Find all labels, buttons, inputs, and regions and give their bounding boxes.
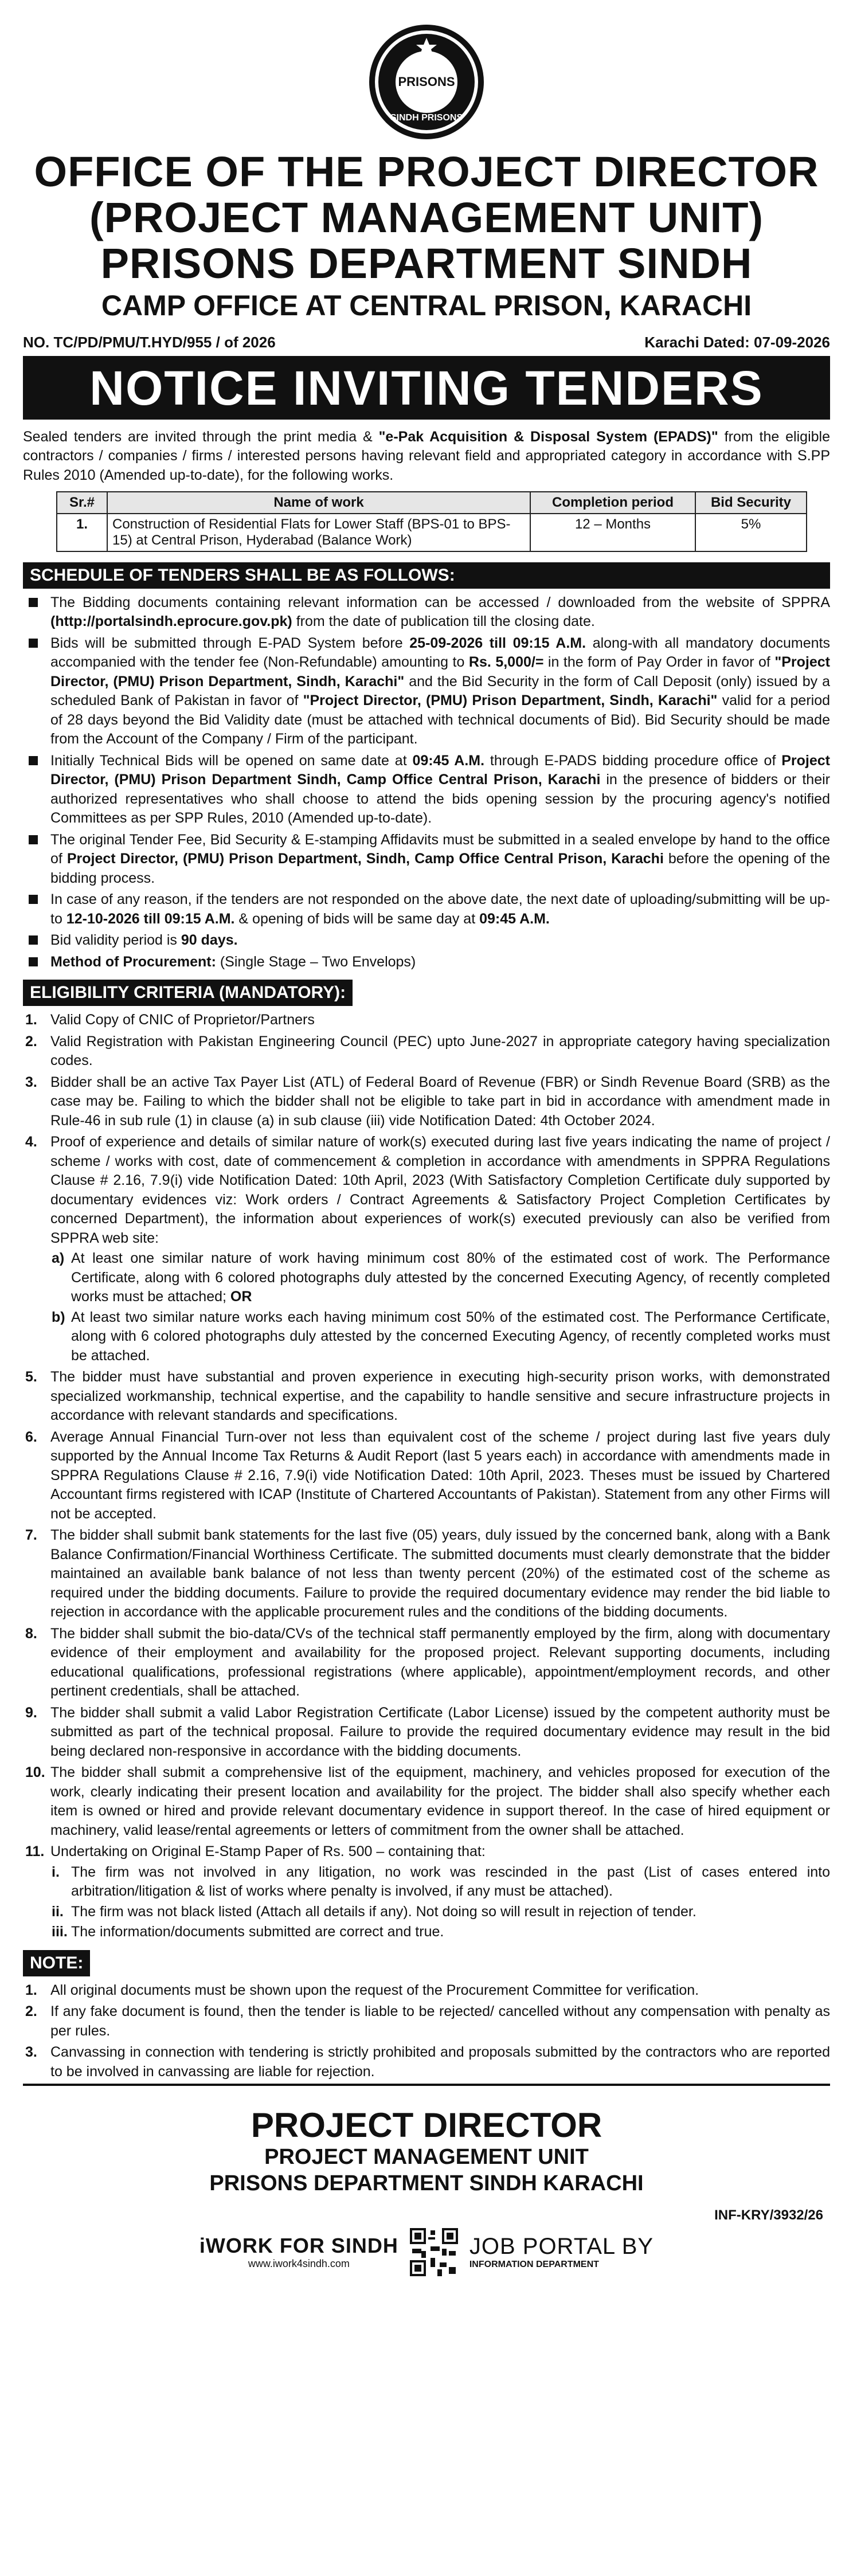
- footer-signature: [23, 2084, 830, 2197]
- heading-line-3: PRISONS DEPARTMENT SINDH: [100, 239, 753, 287]
- notice-title: NOTICE INVITING TENDERS: [23, 356, 830, 420]
- prisons-emblem-icon: [366, 22, 487, 142]
- intro-text-epads: "e-Pak Acquisition & Disposal System (EPADS)": [378, 428, 718, 445]
- list-item: Initially Technical Bids will be opened on same date at 09:45 A.M. through E-PADS bidding procedure office of Project Director, (PMU) Prison Department Sindh, Camp Office Central Prison, Karachi in the presence of bidders or their authorized representatives who shall choose to attend the bids opening session by the procuring agency's notified Committees as per SPP Rules, 2010 (Amended up-to-date).: [23, 751, 830, 828]
- list-item: 2. If any fake document is found, then the tender is liable to be rejected/ cancelled without any compensation with penalty as per rules.: [25, 2003, 830, 2039]
- note-title: NOTE:: [23, 1950, 90, 1976]
- works-cell-sr: 1.: [57, 514, 107, 551]
- sub-item: ii. The firm was not black listed (Attach all details if any). Not doing so will result in rejection of tender.: [52, 1903, 697, 1920]
- sub-item: iii. The information/documents submitted are correct and true.: [52, 1924, 444, 1940]
- iwork-title: iWORK FOR SINDH: [199, 2234, 398, 2258]
- works-header-security: Bid Security: [695, 492, 807, 514]
- schedule-list: [23, 593, 830, 972]
- job-portal-label: [469, 2234, 654, 2270]
- list-item: 3. Bidder shall be an active Tax Payer List (ATL) of Federal Board of Revenue (FBR) or Sindh Revenue Board (SRB) as the case may be. Failing to which the bidder shall not be eligible to take part in bid in accordance with amendment made in Rule-46 in sub rule (1) in clause (a) in sub clause (iii) vide Notification Dated: 4th October 2024.: [25, 1074, 830, 1129]
- eligibility-title: ELIGIBILITY CRITERIA (MANDATORY):: [23, 980, 353, 1006]
- intro-text-a: Sealed tenders are invited through the print media &: [23, 428, 379, 445]
- schedule-title: SCHEDULE OF TENDERS SHALL BE AS FOLLOWS:: [23, 562, 830, 589]
- sub-item: i. The firm was not involved in any litigation, no work was rescinded in the past (List of cases entered into arbitration/litigation & list of works where penalty is involved, if any must be attached).: [52, 1864, 830, 1900]
- works-header-period: Completion period: [530, 492, 695, 514]
- sub-item: a) At least one similar nature of work having minimum cost 80% of the estimated cost of work. The Performance Certificate, along with 6 colored photographs duly attested by the concerned Executing Agency, of recently completed works must be attached; OR: [52, 1250, 830, 1305]
- reference-line: [23, 334, 830, 351]
- reference-date: Karachi Dated: 07-09-2026: [644, 333, 830, 351]
- list-item: 6. Average Annual Financial Turn-over not less than equivalent cost of the scheme / project during last five years duly supported by the Annual Income Tax Returns & Audit Report (last 5 years each) in accordance with amendments made in SPPRA Regulations Clause # 2.16, 7.9(i) vide Notification Dated: 10th April, 2023. Theses must be issued by Chartered Accountant firms registered with ICAP (Institute of Chartered Accountants of Pakistan). Statement from any other Firms will not be accepted.: [25, 1428, 830, 1522]
- heading-line-2: (PROJECT MANAGEMENT UNIT): [89, 193, 764, 241]
- works-cell-name: Construction of Residential Flats for Lower Staff (BPS-01 to BPS-15) at Central Prison, Hyderabad (Balance Work): [107, 514, 530, 551]
- intro-paragraph: [23, 428, 830, 486]
- signatory-line-2: PROJECT MANAGEMENT UNIT: [264, 2145, 589, 2170]
- list-item: 7. The bidder shall submit bank statements for the last five (05) years, duly issued by the concerned bank, along with a Bank Balance Confirmation/Financial Worthiness Certificate. The submitted documents must clearly demonstrate that the bidder maintained an available bank balance of not less than twenty percent (20%) of the estimated cost of the scheme as required under the bidding documents. Failure to provide the required documentary evidence may render the bid liable to rejection in accordance with the applicable procurement rules and the conditions of the bidding documents.: [25, 1527, 830, 1620]
- emblem-area: [16, 22, 837, 142]
- works-cell-period: 12 – Months: [530, 514, 695, 551]
- job-portal-title: JOB PORTAL BY: [469, 2234, 654, 2260]
- works-cell-security: 5%: [695, 514, 807, 551]
- information-department: INFORMATION DEPARTMENT: [469, 2260, 599, 2270]
- iwork-url: www.iwork4sindh.com: [248, 2258, 350, 2270]
- reference-number: NO. TC/PD/PMU/T.HYD/955 / of 2026: [23, 333, 276, 351]
- intro-text-c: from the eligible contractors / companies / firms / interested persons having relevant field and appropriated category in accordance with S.PP Rules 2010 (Amended up-to-date), for the following works.: [23, 428, 830, 484]
- heading-line-1: OFFICE OF THE PROJECT DIRECTOR: [34, 148, 819, 195]
- note-list: [23, 1981, 830, 2082]
- signatory-title: PROJECT DIRECTOR: [251, 2106, 602, 2145]
- iwork-logo: [199, 2234, 398, 2270]
- works-header-name: Name of work: [107, 492, 530, 514]
- list-item: 9. The bidder shall submit a valid Labor Registration Certificate (Labor License) issued by the competent authority must be submitted as part of the technical proposal. Failure to provide the required documentary evidence may result in the bid being declared non-responsive in accordance with the bidding documents.: [25, 1704, 830, 1759]
- table-row: [57, 514, 807, 551]
- works-header-sr: Sr.#: [57, 492, 107, 514]
- list-item: Method of Procurement: (Single Stage – Two Envelops): [23, 953, 830, 972]
- eligibility-list: [23, 1011, 830, 1942]
- bottom-branding: [16, 2228, 837, 2276]
- list-item: 4. Proof of experience and details of similar nature of work(s) executed during last five years indicating the name of project / scheme / works with cost, date of commencement & completion in accordance with amendments in SPPRA Regulations Clause # 2.16, 7.9(i) vide Notification Dated: 10th April, 2023 (With Satisfactory Completion Certificate duly supported by documentary evidences viz: Work orders / Contract Agreements & Satisfactory Project Completion Certificates by concerned Department), the information about experiences of work(s) executed previously can also be verified from SPPRA web site: a) At least one similar nature of work having minimum cost 80% of the estimated cost of work. The Performance Certificate, along with 6 colored photographs duly attested by the concerned Executing Agency, of recently completed works must be attached; OR b) At least two similar nature works each having minimum cost 50% of the estimated cost. The Performance Certificate, along with 6 colored photographs duly attested by the concerned Executing Agency, of recently completed works must be attached.: [23, 1133, 830, 1365]
- inf-code: INF-KRY/3932/26: [714, 2207, 823, 2223]
- list-item: 1. Valid Copy of CNIC of Proprietor/Partners: [25, 1012, 315, 1028]
- list-item: Bid validity period is 90 days.: [23, 931, 830, 950]
- works-table: [56, 491, 807, 552]
- heading-line-4: CAMP OFFICE AT CENTRAL PRISON, KARACHI: [101, 289, 752, 322]
- list-item: 11. Undertaking on Original E-Stamp Paper of Rs. 500 – containing that: i. The firm was not involved in any litigation, no work was rescinded in the past (List of cases entered into arbitration/litigation & list of works where penalty is involved, if any must be attached). ii. The firm was not black listed (Attach all details if any). Not doing so will result in rejection of tender. iii. The information/documents submitted are correct and true.: [23, 1842, 830, 1942]
- list-item: 1. All original documents must be shown upon the request of the Procurement Committee for verification.: [25, 1982, 699, 1998]
- list-item: The original Tender Fee, Bid Security & E-stamping Affidavits must be submitted in a sealed envelope by hand to the office of Project Director, (PMU) Prison Department, Sindh, Camp Office Central Prison, Karachi before the opening of the bidding process.: [23, 831, 830, 888]
- works-table-header-row: [57, 492, 807, 514]
- emblem-ring-bottom: SINDH PRISONS: [390, 113, 463, 123]
- list-item: 8. The bidder shall submit the bio-data/CVs of the technical staff permanently employed by the firm, along with documentary evidence of their employment and availability for the proposed project. Relevant supporting documents, including educational qualifications, professional registrations (where applicable), appointment/employment records, and other pertinent credentials, shall be attached.: [25, 1625, 830, 1700]
- list-item: 3. Canvassing in connection with tendering is strictly prohibited and proposals submitted by the contractors who are reported to be involved in canvassing are liable for rejection.: [25, 2044, 830, 2080]
- sub-item: b) At least two similar nature works each having minimum cost 50% of the estimated cost. The Performance Certificate, along with 6 colored photographs duly attested by the concerned Executing Agency, of recently completed works must be attached.: [52, 1309, 830, 1364]
- list-item: The Bidding documents containing relevant information can be accessed / downloaded from the website of SPPRA (http://portalsindh.eprocure.gov.pk) from the date of publication till the closing date.: [23, 593, 830, 632]
- list-item: In case of any reason, if the tenders are not responded on the above date, the next date of uploading/submitting will be up-to 12-10-2026 till 09:15 A.M. & opening of bids will be same day at 09:45 A.M.: [23, 890, 830, 929]
- signatory-line-3: PRISONS DEPARTMENT SINDH KARACHI: [209, 2171, 644, 2196]
- list-item: 5. The bidder must have substantial and proven experience in executing high-security prison works, with demonstrated specialized workmanship, technical expertise, and the capability to handle sensitive and secure infrastructure projects in accordance with relevant standards and specifications.: [25, 1369, 830, 1424]
- list-item: 2. Valid Registration with Pakistan Engineering Council (PEC) upto June-2027 in appropriate category having specialization codes.: [25, 1033, 830, 1069]
- list-item: Bids will be submitted through E-PAD System before 25-09-2026 till 09:15 A.M. along-with all mandatory documents accompanied with the tender fee (Non-Refundable) amounting to Rs. 5,000/= in the form of Pay Order in favor of "Project Director, (PMU) Prison Department, Sindh, Karachi" and the Bid Security in the form of Call Deposit (only) issued by a scheduled Bank of Pakistan in favor of "Project Director, (PMU) Prison Department, Sindh, Karachi" valid for a period of 28 days beyond the Bid Validity date (must be attached with technical documents of Bid). Bid Security should be made from the Account of the Company / Firm of the participant.: [23, 634, 830, 749]
- emblem-ring-top: PRISONS: [398, 75, 455, 89]
- office-heading: [16, 149, 837, 321]
- qr-code-icon: [410, 2228, 458, 2276]
- list-item: 10. The bidder shall submit a comprehensive list of the equipment, machinery, and vehicles proposed for execution of the work, clearly indicating their present location and availability for the project. The bidder shall also specify whether each item is owned or hired and provide relevant documentary evidence in support thereof. In the case of hired equipment or machinery, valid lease/rental agreements or letters of commitment from the owner shall be attached.: [25, 1764, 830, 1838]
